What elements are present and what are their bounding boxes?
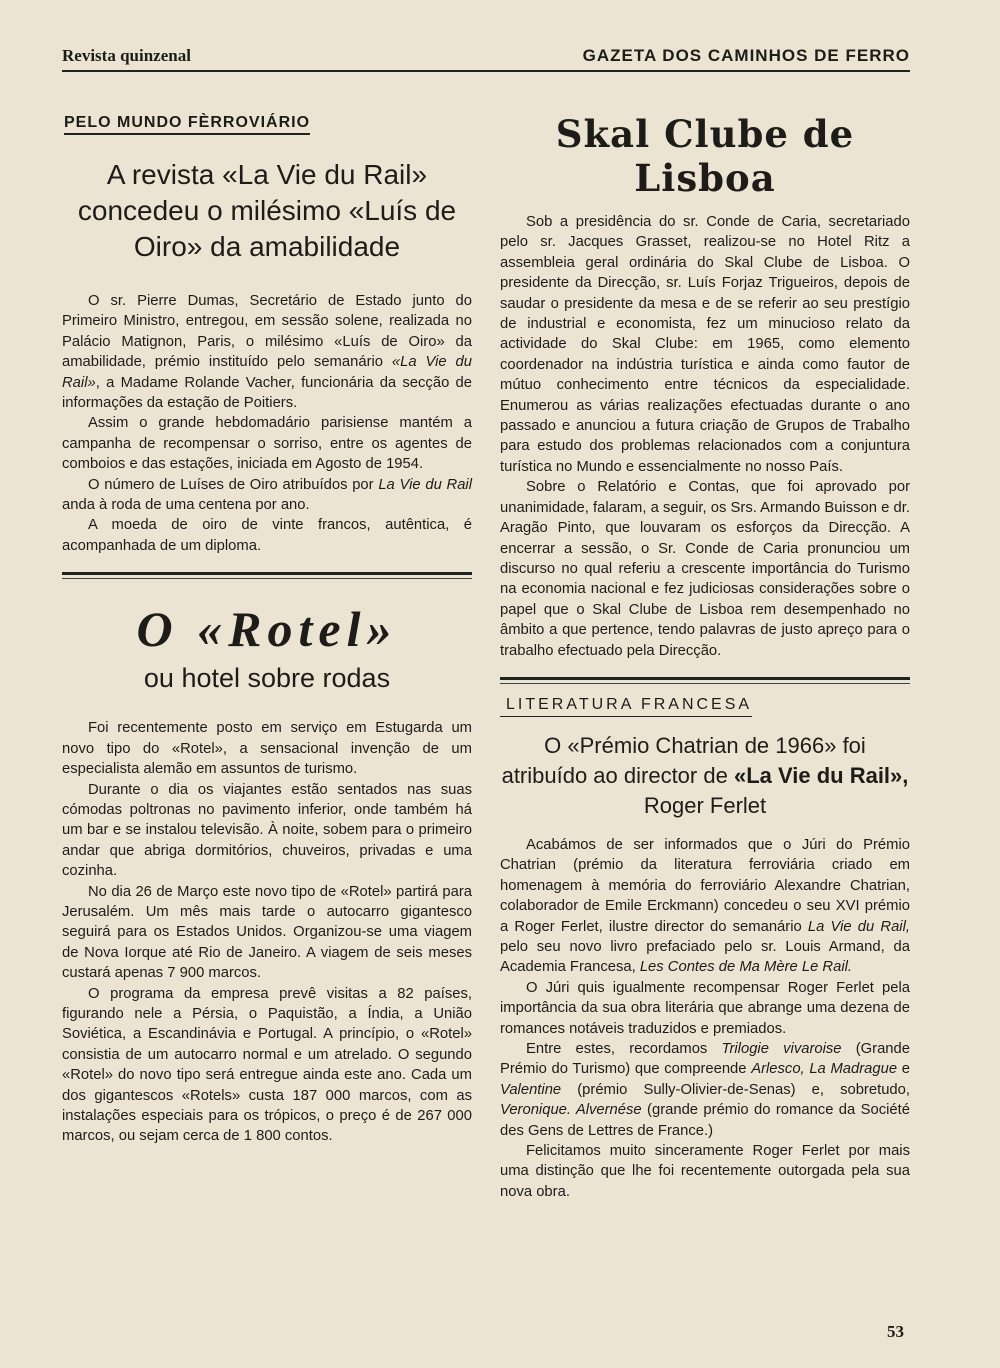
text-run: Felicitamos muito sinceramente Roger Ferlet por mais uma distinção que lhe foi recentemente outorgada pela sua nova obra. [500, 1143, 910, 1200]
text-run: A moeda de oiro de vinte francos, autêntica, é acompanhada de um diploma. [62, 517, 472, 554]
italic-run: Arlesco, La Madrague [751, 1061, 898, 1078]
article-body [62, 291, 472, 556]
article-body [500, 835, 910, 1202]
header-left: Revista quinzenal [62, 46, 191, 65]
article-title [500, 731, 910, 821]
paragraph [500, 1039, 910, 1141]
paragraph: Durante o dia os viajantes estão sentados nas suas cómodas poltronas no pavimento inferior, onde também há um bar e se instalou televisão. À noite, sobem para o primeiro andar que abriga dormitórios, chuveiros, privadas e uma cozinha. [62, 781, 472, 880]
text-run: Assim o grande hebdomadário parisiense mantém a campanha de recompensar o sorriso, entre os agentes de comboios e das estações, iniciada em Agosto de 1954. [62, 415, 472, 473]
left-column [62, 100, 472, 1147]
text-run: O número de Luíses de Oiro atribuídos por [88, 476, 379, 493]
paragraph [500, 978, 910, 1039]
text-run: Acabámos de ser informados que o Júri do Prémio Chatrian (prémio da literatura ferroviária criado em homenagem à memória do ferroviário Alexandre Chatrian, colaborador de Emile Erckmann) concedeu o seu XVI prémio a Roger Ferlet, ilustre director do semanário [500, 836, 910, 935]
text-run: (Grande Prémio do Turismo) que compreende [500, 1041, 910, 1078]
italic-run: Valentine [500, 1081, 562, 1098]
paragraph: O programa da empresa prevê visitas a 82 países, figurando nele a Pérsia, o Paquistão, a Índia, a União Soviética, a Escandinávia e Portugal. A princípio, o «Rotel» consistia de um autocarro normal e um atrelado. O segundo «Rotel» do novo tipo será entregue ainda este ano. Cada um dos gigantescos «Rotels» custa 187 000 marcos, com as instalações especiais para os trópicos, o preço é de 267 000 marcos, ou sejam cerca de 1 800 contos. [62, 985, 472, 1145]
header-right: GAZETA DOS CAMINHOS DE FERRO [582, 46, 910, 65]
section-label: LITERATURA FRANCESA [500, 696, 752, 717]
paragraph [500, 1141, 910, 1202]
paragraph [62, 515, 472, 556]
paragraph: Foi recentemente posto em serviço em Estugarda um novo tipo do «Rotel», a sensacional invenção de um especialista alemão em assuntos de turismo. [62, 720, 472, 778]
divider [500, 683, 910, 684]
paragraph: Sob a presidência do sr. Conde de Caria, secretariado pelo sr. Jacques Grasset, realizou-se no Hotel Ritz a assembleia geral ordinária do Skal Clube de Lisboa. O presidente da Direcção, sr. Luís Forjaz Trigueiros, depois de saudar o presidente da mesa e de se referir ao seu prestígio de industrial e economista, fez um minucioso relato da actividade do Skal Clube: em 1965, como elemento coordenador na indústria turística e ainda como fautor de mútuo conhecimento entre técnicos da especialidade. Enumerou as várias realizações efectuadas durante o ano passado e anunciou a futura criação de Grupos de Trabalho para estudo dos problemas relacionados com a conjuntura turística no Mundo e essencialmente no nosso País. [500, 214, 910, 475]
italic-run: Trilogie vivaroise [721, 1041, 842, 1057]
article-body [500, 212, 910, 661]
page-number: 53 [887, 1322, 904, 1341]
text-run: (prémio Sully-Olivier-de-Senas) e, sobretudo, [561, 1081, 910, 1098]
paragraph: Sobre o Relatório e Contas, que foi aprovado por unanimidade, falaram, a seguir, os Srs. Armando Buisson e dr. Aragão Pinto, que louvaram os esforços da Direcção. A encerrar a sessão, o Sr. Conde de Caria pronunciou um discurso no qual referiu a crescente importância do Turismo na economia nacional e fez judiciosas considerações sobre o papel que o Skal Clube de Lisboa rem desempenhado no âmbito a que pertence, tendo palavras de justo apreço para o trabalho efectuado pela Direcção. [500, 479, 910, 659]
text-run: anda à roda de uma centena por ano. [62, 497, 310, 514]
text-run: , a Madame Rolande Vacher, funcionária da secção de informações da estação de Poitiers. [62, 374, 472, 412]
right-column [500, 100, 910, 1202]
text-run: Entre estes, recordamos [526, 1041, 722, 1057]
article-subtitle: ou hotel sobre rodas [143, 663, 391, 694]
divider [62, 578, 472, 579]
italic-run: Les Contes de Ma Mère Le Rail. [639, 959, 853, 976]
article-body [62, 718, 472, 1147]
text-run: pelo seu novo livro prefaciado pelo sr. Louis Armand, da Academia Francesa, [500, 938, 910, 976]
italic-run: La Vie du Rail [378, 476, 473, 493]
page-header [62, 44, 910, 72]
article-title: O «Rotel» [136, 601, 398, 658]
article-title: A revista «La Vie du Rail» concedeu o milésimo «Luís de Oiro» da amabilidade [77, 159, 457, 262]
article-title: Skal Clube de Lisboa [555, 112, 855, 200]
bold-run: «La Vie du Rail», [733, 762, 909, 788]
paragraph [62, 475, 472, 516]
text-run: Roger Ferlet [643, 792, 767, 818]
section-label: PELO MUNDO FÈRROVIÁRIO [64, 114, 310, 135]
paragraph [500, 835, 910, 978]
text-run: O «Prémio Chatrian de 1966» foi atribuído ao director de [501, 732, 866, 788]
italic-run: La Vie du Rail, [807, 918, 910, 935]
italic-run: Veronique. Alvernése [500, 1102, 642, 1119]
paragraph [62, 413, 472, 474]
paragraph [62, 291, 472, 413]
text-run: O Júri quis igualmente recompensar Roger Ferlet pela importância da sua obra literária que abrange uma dezena de romances notáveis traduzidos e premiados. [500, 979, 910, 1037]
divider [500, 677, 910, 680]
divider [62, 572, 472, 575]
text-run: O sr. Pierre Dumas, Secretário de Estado junto do Primeiro Ministro, entregou, em sessão solene, realizada no Palácio Matignon, Paris, o milésimo «Luís de Oiro» da amabilidade, prémio instituído pelo semanário [62, 293, 472, 371]
text-run: (grande prémio do romance da Société des Gens de Lettres de France.) [500, 1102, 910, 1139]
italic-run: «La Vie du Rail» [62, 354, 472, 391]
paragraph: No dia 26 de Março este novo tipo de «Rotel» partirá para Jerusalém. Um mês mais tarde o autocarro gigantesco seguirá para os Estados Unidos. Organizou-se uma viagem de Nova Iorque até Rio de Janeiro. A viagem de seis meses custará apenas 7 900 marcos. [62, 883, 472, 982]
text-run: e [897, 1061, 910, 1078]
